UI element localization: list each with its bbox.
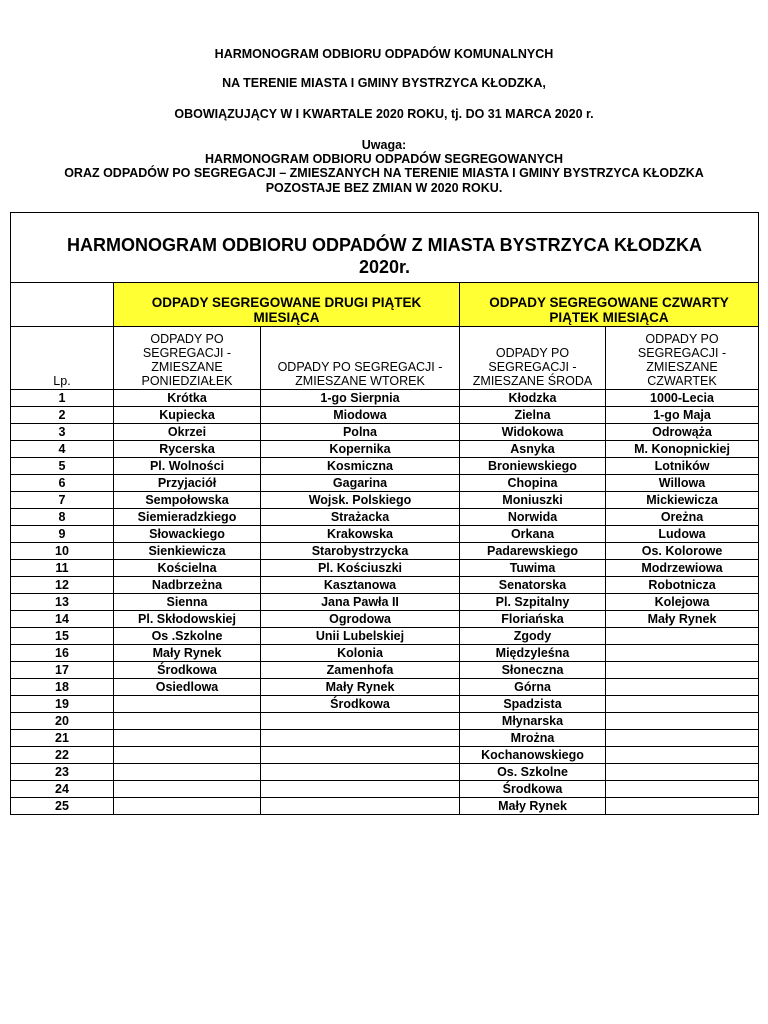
lp-cell: 10 [11,543,114,560]
wednesday-cell: Kochanowskiego [460,747,606,764]
table-row [11,441,759,458]
col-header-monday [114,327,261,390]
col4-line: CZWARTEK [647,374,717,388]
column-header-row [11,327,759,390]
table-title-line-1: HARMONOGRAM ODBIORU ODPADÓW Z MIASTA BYSTRZYCA KŁODZKA [67,235,702,255]
wednesday-cell: Mały Rynek [460,798,606,815]
group2-line-1: ODPADY SEGREGOWANE CZWARTY [489,295,729,310]
thursday-cell [606,764,759,781]
monday-cell: Os .Szkolne [114,628,261,645]
table-row [11,611,759,628]
monday-cell: Okrzei [114,424,261,441]
col1-line: ODPADY PO [150,332,224,346]
monday-cell [114,730,261,747]
thursday-cell [606,747,759,764]
monday-cell: Słowackiego [114,526,261,543]
tuesday-cell: Starobystrzycka [261,543,460,560]
wednesday-cell: Kłodzka [460,390,606,407]
thursday-cell [606,798,759,815]
col4-line: ZMIESZANE [646,360,718,374]
tuesday-cell: Wojsk. Polskiego [261,492,460,509]
wednesday-cell: Górna [460,679,606,696]
table-row [11,781,759,798]
thursday-cell [606,696,759,713]
monday-cell: Siemieradzkiego [114,509,261,526]
monday-cell: Środkowa [114,662,261,679]
monday-cell [114,781,261,798]
wednesday-cell: Międzyleśna [460,645,606,662]
monday-cell: Krótka [114,390,261,407]
thursday-cell: Os. Kolorowe [606,543,759,560]
wednesday-cell: Tuwima [460,560,606,577]
lp-cell: 4 [11,441,114,458]
header-line-2: NA TERENIE MIASTA I GMINY BYSTRZYCA KŁODZKA, [222,76,546,90]
monday-cell [114,696,261,713]
table-row [11,526,759,543]
thursday-cell [606,662,759,679]
note-line-2: ORAZ ODPADÓW PO SEGREGACJI – ZMIESZANYCH NA TERENIE MIASTA I GMINY BYSTRZYCA KŁODZKA [64,166,704,180]
empty-corner-cell [11,283,114,327]
col-header-wednesday [460,327,606,390]
thursday-cell: 1000-Lecia [606,390,759,407]
col4-line: SEGREGACJI - [637,346,727,360]
table-row [11,560,759,577]
group2-line-2: PIĄTEK MIESIĄCA [549,310,669,325]
wednesday-cell: Zgody [460,628,606,645]
monday-cell [114,747,261,764]
monday-cell: Sempołowska [114,492,261,509]
table-row [11,628,759,645]
wednesday-cell: Floriańska [460,611,606,628]
tuesday-cell: Kasztanowa [261,577,460,594]
tuesday-cell [261,730,460,747]
tuesday-cell: Miodowa [261,407,460,424]
tuesday-cell [261,713,460,730]
table-row [11,543,759,560]
tuesday-cell: Zamenhofa [261,662,460,679]
wednesday-cell: Słoneczna [460,662,606,679]
thursday-cell [606,628,759,645]
thursday-cell: 1-go Maja [606,407,759,424]
wednesday-cell: Os. Szkolne [460,764,606,781]
wednesday-cell: Broniewskiego [460,458,606,475]
monday-cell [114,798,261,815]
table-row [11,594,759,611]
lp-cell: 23 [11,764,114,781]
monday-cell: Sienkiewicza [114,543,261,560]
lp-cell: 12 [11,577,114,594]
tuesday-cell: Ogrodowa [261,611,460,628]
table-row [11,713,759,730]
thursday-cell [606,730,759,747]
thursday-cell: Lotników [606,458,759,475]
table-row [11,475,759,492]
tuesday-cell: Mały Rynek [261,679,460,696]
header-line-3: OBOWIĄZUJĄCY W I KWARTALE 2020 ROKU, tj. DO 31 MARCA 2020 r. [174,107,594,121]
lp-cell: 6 [11,475,114,492]
tuesday-cell: Pl. Kościuszki [261,560,460,577]
table-title-line-2: 2020r. [358,257,411,277]
lp-cell: 14 [11,611,114,628]
title-row [11,213,759,283]
thursday-cell: M. Konopnickiej [606,441,759,458]
monday-cell: Mały Rynek [114,645,261,662]
thursday-cell: Robotnicza [606,577,759,594]
tuesday-cell: 1-go Sierpnia [261,390,460,407]
table-row [11,798,759,815]
wednesday-cell: Norwida [460,509,606,526]
col1-line: ZMIESZANE [151,360,223,374]
group1-line-2: MIESIĄCA [253,310,320,325]
table-row [11,407,759,424]
tuesday-cell: Polna [261,424,460,441]
tuesday-cell: Unii Lubelskiej [261,628,460,645]
group-header-row [11,283,759,327]
lp-cell: 17 [11,662,114,679]
table-row [11,458,759,475]
lp-cell: 18 [11,679,114,696]
note-line-3: POZOSTAJE BEZ ZMIAN W 2020 ROKU. [265,181,503,195]
col3-line: SEGREGACJI - [488,360,577,374]
tuesday-cell [261,798,460,815]
lp-cell: 3 [11,424,114,441]
header-line-1: HARMONOGRAM ODBIORU ODPADÓW KOMUNALNYCH [214,47,554,61]
monday-cell: Nadbrzeżna [114,577,261,594]
thursday-cell: Ludowa [606,526,759,543]
col1-line: PONIEDZIAŁEK [141,374,233,388]
lp-cell: 22 [11,747,114,764]
thursday-cell [606,781,759,798]
thursday-cell: Mickiewicza [606,492,759,509]
tuesday-cell: Środkowa [261,696,460,713]
table-row [11,492,759,509]
wednesday-cell: Widokowa [460,424,606,441]
monday-cell: Kościelna [114,560,261,577]
wednesday-cell: Mrożna [460,730,606,747]
wednesday-cell: Środkowa [460,781,606,798]
table-row [11,662,759,679]
tuesday-cell: Gagarina [261,475,460,492]
thursday-cell: Odrowąża [606,424,759,441]
wednesday-cell: Zielna [460,407,606,424]
monday-cell [114,764,261,781]
col-lp-label: Lp. [53,374,71,388]
thursday-cell: Willowa [606,475,759,492]
wednesday-cell: Chopina [460,475,606,492]
lp-cell: 16 [11,645,114,662]
thursday-cell [606,645,759,662]
wednesday-cell: Moniuszki [460,492,606,509]
lp-cell: 25 [11,798,114,815]
table-title [11,213,759,283]
wednesday-cell: Asnyka [460,441,606,458]
lp-cell: 2 [11,407,114,424]
monday-cell: Rycerska [114,441,261,458]
lp-cell: 15 [11,628,114,645]
col-header-tuesday [261,327,460,390]
group1-line-1: ODPADY SEGREGOWANE DRUGI PIĄTEK [151,295,422,310]
schedule-table [10,212,759,815]
table-row [11,679,759,696]
table-row [11,577,759,594]
monday-cell: Sienna [114,594,261,611]
col1-line: SEGREGACJI - [142,346,232,360]
monday-cell [114,713,261,730]
wednesday-cell: Młynarska [460,713,606,730]
lp-cell: 20 [11,713,114,730]
wednesday-cell: Orkana [460,526,606,543]
tuesday-cell [261,781,460,798]
col3-line: ODPADY PO [495,346,570,360]
monday-cell: Przyjaciół [114,475,261,492]
monday-cell: Pl. Skłodowskiej [114,611,261,628]
group-fourth-friday [460,283,759,327]
lp-cell: 1 [11,390,114,407]
note-label: Uwaga: [361,138,407,152]
table-row [11,645,759,662]
lp-cell: 5 [11,458,114,475]
lp-cell: 13 [11,594,114,611]
thursday-cell: Modrzewiowa [606,560,759,577]
lp-cell: 24 [11,781,114,798]
note-line-1: HARMONOGRAM ODBIORU ODPADÓW SEGREGOWANYCH [204,152,564,166]
tuesday-cell: Krakowska [261,526,460,543]
col2-line: ODPADY PO SEGREGACJI - [277,360,443,374]
monday-cell: Pl. Wolności [114,458,261,475]
wednesday-cell: Spadzista [460,696,606,713]
col2-line: ZMIESZANE WTOREK [295,374,425,388]
group-second-friday [114,283,460,327]
table-row [11,424,759,441]
thursday-cell: Oreżna [606,509,759,526]
tuesday-cell [261,747,460,764]
wednesday-cell: Senatorska [460,577,606,594]
thursday-cell: Mały Rynek [606,611,759,628]
thursday-cell: Kolejowa [606,594,759,611]
tuesday-cell: Kopernika [261,441,460,458]
table-row [11,764,759,781]
lp-cell: 21 [11,730,114,747]
lp-cell: 19 [11,696,114,713]
col4-line: ODPADY PO [645,332,719,346]
thursday-cell [606,713,759,730]
lp-cell: 7 [11,492,114,509]
lp-cell: 8 [11,509,114,526]
tuesday-cell: Kosmiczna [261,458,460,475]
table-row [11,730,759,747]
table-row [11,390,759,407]
col3-line: ZMIESZANE ŚRODA [472,374,593,388]
table-row [11,696,759,713]
lp-cell: 9 [11,526,114,543]
col-header-thursday [606,327,759,390]
tuesday-cell: Strażacka [261,509,460,526]
thursday-cell [606,679,759,696]
col-header-lp [11,327,114,390]
table-row [11,747,759,764]
table-row [11,509,759,526]
tuesday-cell: Kolonia [261,645,460,662]
wednesday-cell: Pl. Szpitalny [460,594,606,611]
monday-cell: Kupiecka [114,407,261,424]
wednesday-cell: Padarewskiego [460,543,606,560]
tuesday-cell: Jana Pawła II [261,594,460,611]
monday-cell: Osiedlowa [114,679,261,696]
tuesday-cell [261,764,460,781]
lp-cell: 11 [11,560,114,577]
